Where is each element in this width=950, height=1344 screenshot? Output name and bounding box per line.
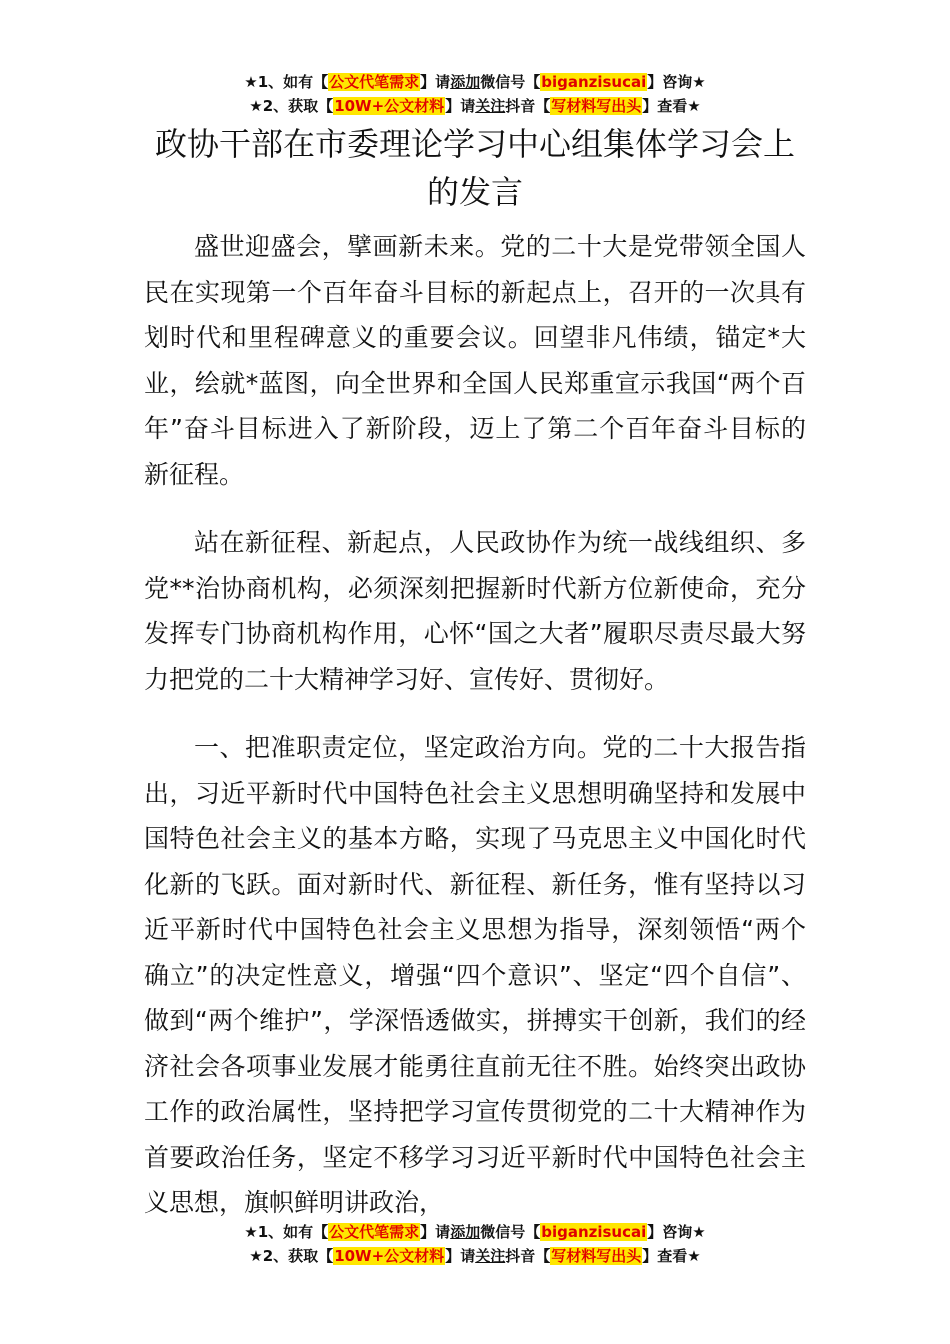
banner-text: 微信号【 <box>480 73 541 91</box>
banner-text: 】咨询★ <box>647 1223 706 1241</box>
banner-text: 】查看★ <box>642 1247 701 1265</box>
banner-highlight: 写材料写出头 <box>551 97 642 115</box>
banner-text: 抖音【 <box>505 97 551 115</box>
banner-text: ★2、获取【 <box>249 97 334 115</box>
banner-text: 微信号【 <box>480 1223 541 1241</box>
banner-text: 】查看★ <box>642 97 701 115</box>
banner-text: 】请 <box>420 73 451 91</box>
document-title: 政协干部在市委理论学习中心组集体学习会上的发言 <box>154 125 795 211</box>
banner-highlight: 公文代笔需求 <box>329 73 420 91</box>
header-banner <box>0 70 950 118</box>
banner-text: ★1、如有【 <box>244 73 329 91</box>
footer-banner <box>0 1220 950 1268</box>
banner-highlight: 公文代笔需求 <box>329 1223 420 1241</box>
banner-text: ★1、如有【 <box>244 1223 329 1241</box>
banner-highlight: 10W+公文材料 <box>334 1247 445 1265</box>
banner-underline: 添加 <box>450 1223 481 1241</box>
document-body <box>144 224 806 1249</box>
paragraph: 站在新征程、新起点，人民政协作为统一战线组织、多党**治协商机构，必须深刻把握新时代新方位新使命，充分发挥专门协商机构作用，心怀“国之大者”履职尽责尽最大努力把党的二十大精神学习好、宣传好、贯彻好。 <box>144 528 806 694</box>
banner-text: 】请 <box>445 97 476 115</box>
banner-line-2 <box>0 1244 950 1268</box>
banner-highlight: 写材料写出头 <box>551 1247 642 1265</box>
banner-text: 】咨询★ <box>647 73 706 91</box>
banner-text: 】请 <box>420 1223 451 1241</box>
banner-underline: 关注 <box>475 1247 506 1265</box>
banner-underline: 添加 <box>450 73 481 91</box>
banner-line-1 <box>0 1220 950 1244</box>
banner-text: ★2、获取【 <box>249 1247 334 1265</box>
banner-line-2 <box>0 94 950 118</box>
banner-underline: 关注 <box>475 97 506 115</box>
banner-highlight: biganzisucai <box>541 1223 647 1241</box>
banner-text: 抖音【 <box>505 1247 551 1265</box>
paragraph: 盛世迎盛会，擘画新未来。党的二十大是党带领全国人民在实现第一个百年奋斗目标的新起点上，召开的一次具有划时代和里程碑意义的重要会议。回望非凡伟绩，锚定*大业，绘就*蓝图，向全世界和全国人民郑重宣示我国“两个百年”奋斗目标进入了新阶段，迈上了第二个百年奋斗目标的新征程。 <box>144 232 806 489</box>
banner-highlight: 10W+公文材料 <box>334 97 445 115</box>
banner-text: 】请 <box>445 1247 476 1265</box>
banner-line-1 <box>0 70 950 94</box>
paragraph: 一、把准职责定位，坚定政治方向。党的二十大报告指出，习近平新时代中国特色社会主义思想明确坚持和发展中国特色社会主义的基本方略，实现了马克思主义中国化时代化新的飞跃。面对新时代、新征程、新任务，惟有坚持以习近平新时代中国特色社会主义思想为指导，深刻领悟“两个确立”的决定性意义，增强“四个意识”、坚定“四个自信”、做到“两个维护”，学深悟透做实，拼搏实干创新，我们的经济社会各项事业发展才能勇往直前无往不胜。始终突出政协工作的政治属性，坚持把学习宣传贯彻党的二十大精神作为首要政治任务，坚定不移学习习近平新时代中国特色社会主义思想，旗帜鲜明讲政治， <box>144 733 806 1217</box>
banner-highlight: biganzisucai <box>541 73 647 91</box>
